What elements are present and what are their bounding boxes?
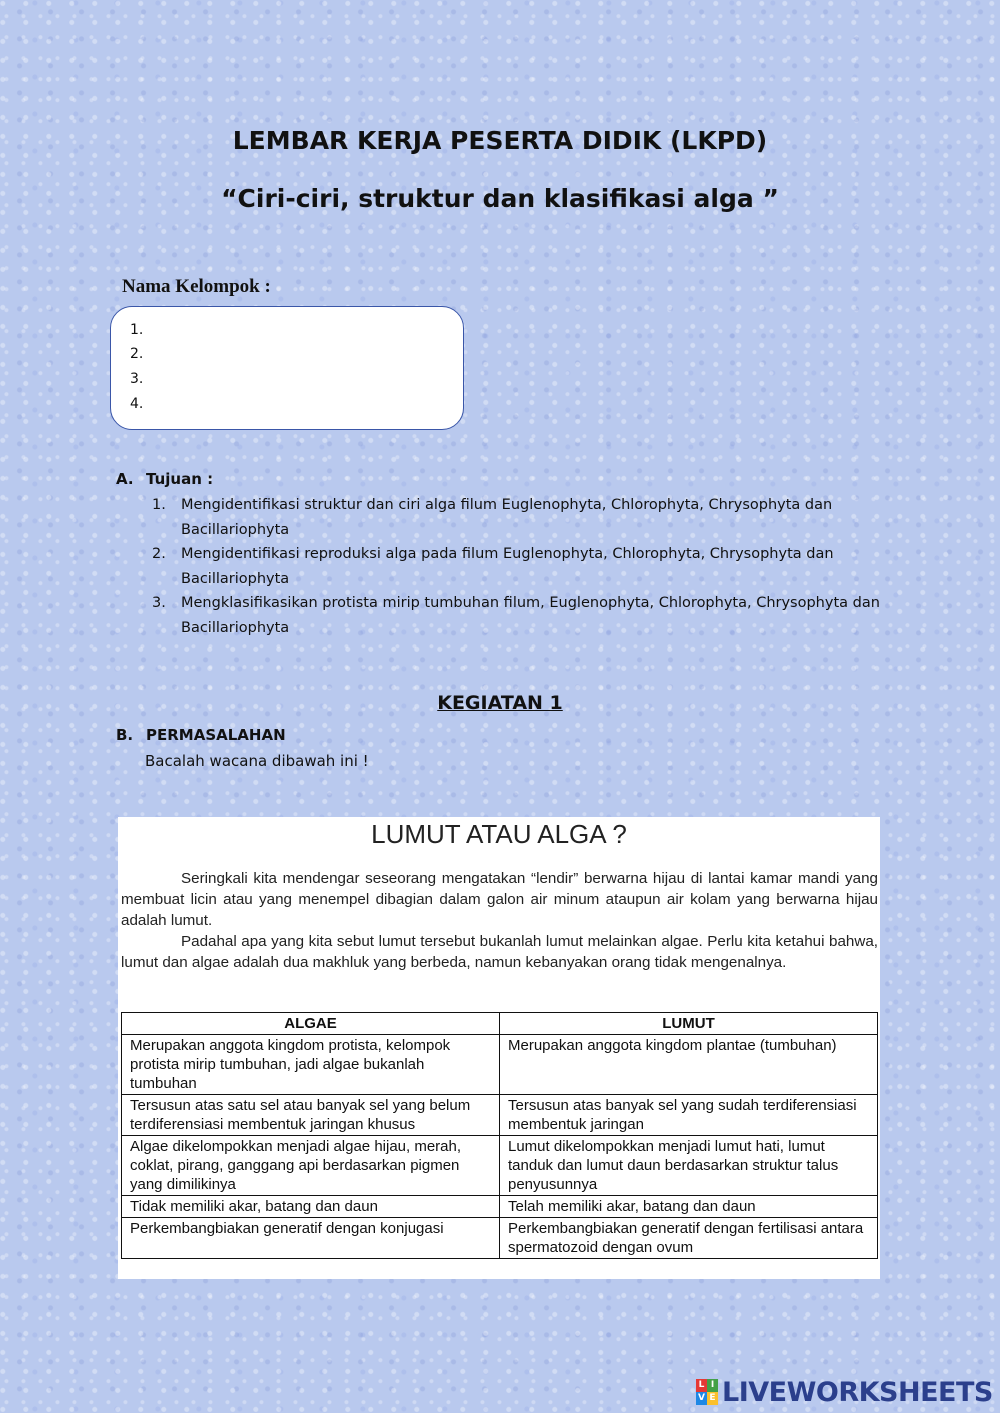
- section-a-letter: A.: [116, 470, 134, 488]
- page-subtitle: “Ciri-ciri, struktur dan klasifikasi alga ”: [221, 184, 779, 213]
- table-cell-algae: Perkembangbiakan generatif dengan konjugasi: [122, 1218, 500, 1259]
- table-row: [122, 1136, 878, 1196]
- table-row: [122, 1196, 878, 1218]
- group-member-number: 2.: [130, 346, 144, 362]
- group-member-number: 1.: [130, 322, 144, 338]
- reading-paragraph: Seringkali kita mendengar seseorang mengatakan “lendir” berwarna hijau di lantai kamar mandi yang membuat licin atau yang menempel dibagian dalam galon air minum ataupun air kolam yang berwarna hijau adalah lumut.: [121, 870, 878, 929]
- table-cell-algae: Tidak memiliki akar, batang dan daun: [122, 1196, 500, 1218]
- section-a-heading: [116, 470, 213, 488]
- table-cell-algae: Algae dikelompokkan menjadi algae hijau, merah, coklat, pirang, ganggang api berdasarkan pigmen yang dimilikinya: [122, 1136, 500, 1196]
- table-cell-algae: Tersusun atas satu sel atau banyak sel yang belum terdiferensiasi membentuk jaringan khusus: [122, 1095, 500, 1136]
- logo-letter-tile: L: [696, 1379, 707, 1392]
- group-name-label: Nama Kelompok :: [122, 276, 271, 297]
- reading-paragraph: Padahal apa yang kita sebut lumut tersebut bukanlah lumut melainkan algae. Perlu kita ketahui bahwa, lumut dan algae adalah dua makhluk yang berbeda, namun kebanyakan orang tidak mengenalnya.: [121, 933, 878, 971]
- table-row: [122, 1095, 878, 1136]
- logo-letter-tile: V: [696, 1392, 707, 1405]
- objective-text: Mengidentifikasi struktur dan ciri alga filum Euglenophyta, Chlorophyta, Chrysophyta dan Bacillariophyta: [181, 497, 833, 538]
- objective-text: Mengidentifikasi reproduksi alga pada filum Euglenophyta, Chlorophyta, Chrysophyta dan Bacillariophyta: [181, 546, 834, 587]
- page-title: LEMBAR KERJA PESERTA DIDIK (LKPD): [232, 126, 768, 155]
- table-cell-algae: Merupakan anggota kingdom protista, kelompok protista mirip tumbuhan, jadi algae bukanlah tumbuhan: [122, 1035, 500, 1095]
- table-cell-lumut: Lumut dikelompokkan menjadi lumut hati, lumut tanduk dan lumut daun berdasarkan struktur talus penyusunnya: [500, 1136, 878, 1196]
- logo-letter-tile: E: [707, 1392, 718, 1405]
- objective-item: [152, 591, 882, 640]
- logo-letter-tile: I: [707, 1379, 718, 1392]
- objective-item: [152, 493, 882, 542]
- liveworksheets-logo-icon: [696, 1379, 718, 1405]
- objective-item: [152, 542, 882, 591]
- table-cell-lumut: Tersusun atas banyak sel yang sudah terdiferensiasi membentuk jaringan: [500, 1095, 878, 1136]
- objective-text: Mengklasifikasikan protista mirip tumbuhan filum, Euglenophyta, Chlorophyta, Chrysophyta dan Bacillariophyta: [181, 595, 880, 636]
- table-cell-lumut: Perkembangbiakan generatif dengan fertilisasi antara spermatozoid dengan ovum: [500, 1218, 878, 1259]
- reading-title: LUMUT ATAU ALGA ?: [371, 819, 627, 849]
- table-cell-lumut: Telah memiliki akar, batang dan daun: [500, 1196, 878, 1218]
- table-row: [122, 1035, 878, 1095]
- group-member-number: 4.: [130, 396, 144, 412]
- table-header-row: [122, 1013, 878, 1035]
- comparison-table: [121, 1012, 878, 1259]
- group-member-number: 3.: [130, 371, 144, 387]
- liveworksheets-logo-text: LIVEWORKSHEETS: [722, 1376, 993, 1408]
- objective-number: 3.: [152, 595, 166, 611]
- objective-number: 2.: [152, 546, 166, 562]
- table-row: [122, 1218, 878, 1259]
- column-header-lumut: LUMUT: [500, 1013, 878, 1035]
- activity-title: KEGIATAN 1: [437, 692, 563, 714]
- reading-instruction: Bacalah wacana dibawah ini !: [145, 752, 369, 770]
- objectives-list: [152, 493, 882, 640]
- section-b-heading: [116, 726, 286, 744]
- group-name-box[interactable]: [110, 306, 464, 430]
- table-cell-lumut: Merupakan anggota kingdom plantae (tumbuhan): [500, 1035, 878, 1095]
- section-a-title: Tujuan :: [146, 470, 214, 488]
- section-b-letter: B.: [116, 726, 134, 744]
- section-b-title: PERMASALAHAN: [146, 726, 286, 744]
- column-header-algae: ALGAE: [122, 1013, 500, 1035]
- objective-number: 1.: [152, 497, 166, 513]
- liveworksheets-logo[interactable]: [696, 1374, 993, 1410]
